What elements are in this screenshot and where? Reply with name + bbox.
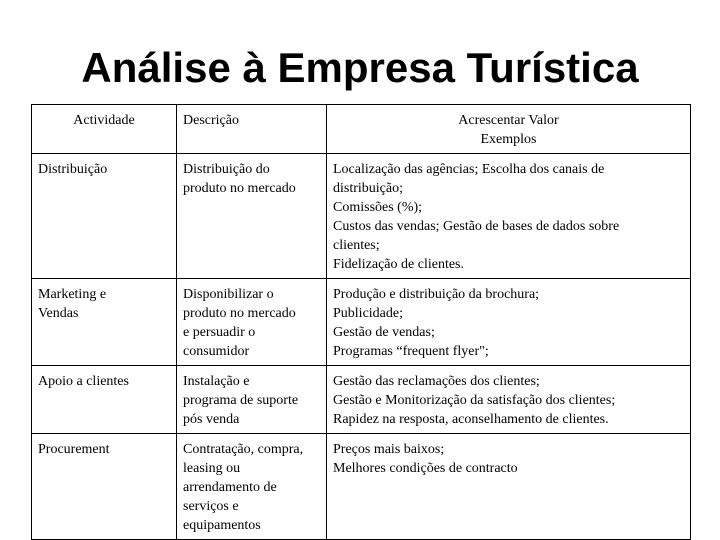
cell-activity-line: Procurement bbox=[38, 442, 110, 457]
cell-activity-line: Vendas bbox=[38, 306, 79, 321]
cell-description-line: pós venda bbox=[183, 412, 240, 427]
cell-examples bbox=[327, 154, 691, 279]
table-row bbox=[32, 154, 691, 279]
cell-examples-line: clientes; bbox=[333, 238, 380, 253]
cell-description-line: equipamentos bbox=[183, 518, 261, 533]
cell-activity-line: Apoio a clientes bbox=[38, 374, 129, 389]
cell-examples-line: Gestão e Monitorização da satisfação dos clientes; bbox=[333, 393, 616, 408]
cell-description-line: Contratação, compra, bbox=[183, 442, 304, 457]
cell-description-line: produto no mercado bbox=[183, 181, 296, 196]
cell-examples-line: Programas “frequent flyer"; bbox=[333, 344, 489, 359]
cell-activity-line: Marketing e bbox=[38, 287, 107, 302]
cell-description-line: e persuadir o bbox=[183, 325, 256, 340]
cell-examples-line: Rapidez na resposta, aconselhamento de clientes. bbox=[333, 412, 609, 427]
cell-description bbox=[177, 279, 327, 366]
cell-examples-line: Gestão das reclamações dos clientes; bbox=[333, 374, 540, 389]
cell-activity bbox=[32, 279, 177, 366]
cell-examples bbox=[327, 434, 691, 540]
header-description-label: Descrição bbox=[183, 113, 239, 128]
header-examples-label-line-2: Exemplos bbox=[480, 132, 537, 147]
cell-examples-line: Localização das agências; Escolha dos canais de bbox=[333, 162, 605, 177]
cell-examples-line: Publicidade; bbox=[333, 306, 403, 321]
cell-examples bbox=[327, 279, 691, 366]
cell-examples-line: Comissões (%); bbox=[333, 200, 423, 215]
header-examples bbox=[327, 105, 691, 154]
cell-description bbox=[177, 434, 327, 540]
cell-description-line: serviços e bbox=[183, 499, 239, 514]
cell-examples-line: Preços mais baixos; bbox=[333, 442, 445, 457]
cell-activity bbox=[32, 366, 177, 434]
cell-examples-line: distribuição; bbox=[333, 181, 403, 196]
table-row bbox=[32, 366, 691, 434]
cell-description bbox=[177, 154, 327, 279]
cell-examples-line: Melhores condições de contracto bbox=[333, 461, 518, 476]
header-description bbox=[177, 105, 327, 154]
cell-activity-line: Distribuição bbox=[38, 162, 108, 177]
cell-activity bbox=[32, 434, 177, 540]
cell-examples-line: Custos das vendas; Gestão de bases de dados sobre bbox=[333, 219, 620, 234]
analysis-table bbox=[31, 104, 691, 540]
cell-description-line: consumidor bbox=[183, 344, 250, 359]
page-title: Análise à Empresa Turística bbox=[81, 44, 639, 91]
table-row bbox=[32, 434, 691, 540]
cell-description-line: Disponibilizar o bbox=[183, 287, 274, 302]
cell-activity bbox=[32, 154, 177, 279]
header-activity bbox=[32, 105, 177, 154]
cell-examples bbox=[327, 366, 691, 434]
cell-examples-line: Fidelização de clientes. bbox=[333, 257, 464, 272]
cell-description-line: arrendamento de bbox=[183, 480, 277, 495]
cell-description bbox=[177, 366, 327, 434]
header-activity-label: Actividade bbox=[73, 113, 135, 128]
table-header-row bbox=[32, 105, 691, 154]
cell-description-line: programa de suporte bbox=[183, 393, 299, 408]
header-examples-label-line-1: Acrescentar Valor bbox=[458, 113, 559, 128]
cell-examples-line: Gestão de vendas; bbox=[333, 325, 435, 340]
cell-examples-line: Produção e distribuição da brochura; bbox=[333, 287, 540, 302]
cell-description-line: produto no mercado bbox=[183, 306, 296, 321]
table-row bbox=[32, 279, 691, 366]
cell-description-line: Instalação e bbox=[183, 374, 250, 389]
cell-description-line: leasing ou bbox=[183, 461, 241, 476]
cell-description-line: Distribuição do bbox=[183, 162, 270, 177]
